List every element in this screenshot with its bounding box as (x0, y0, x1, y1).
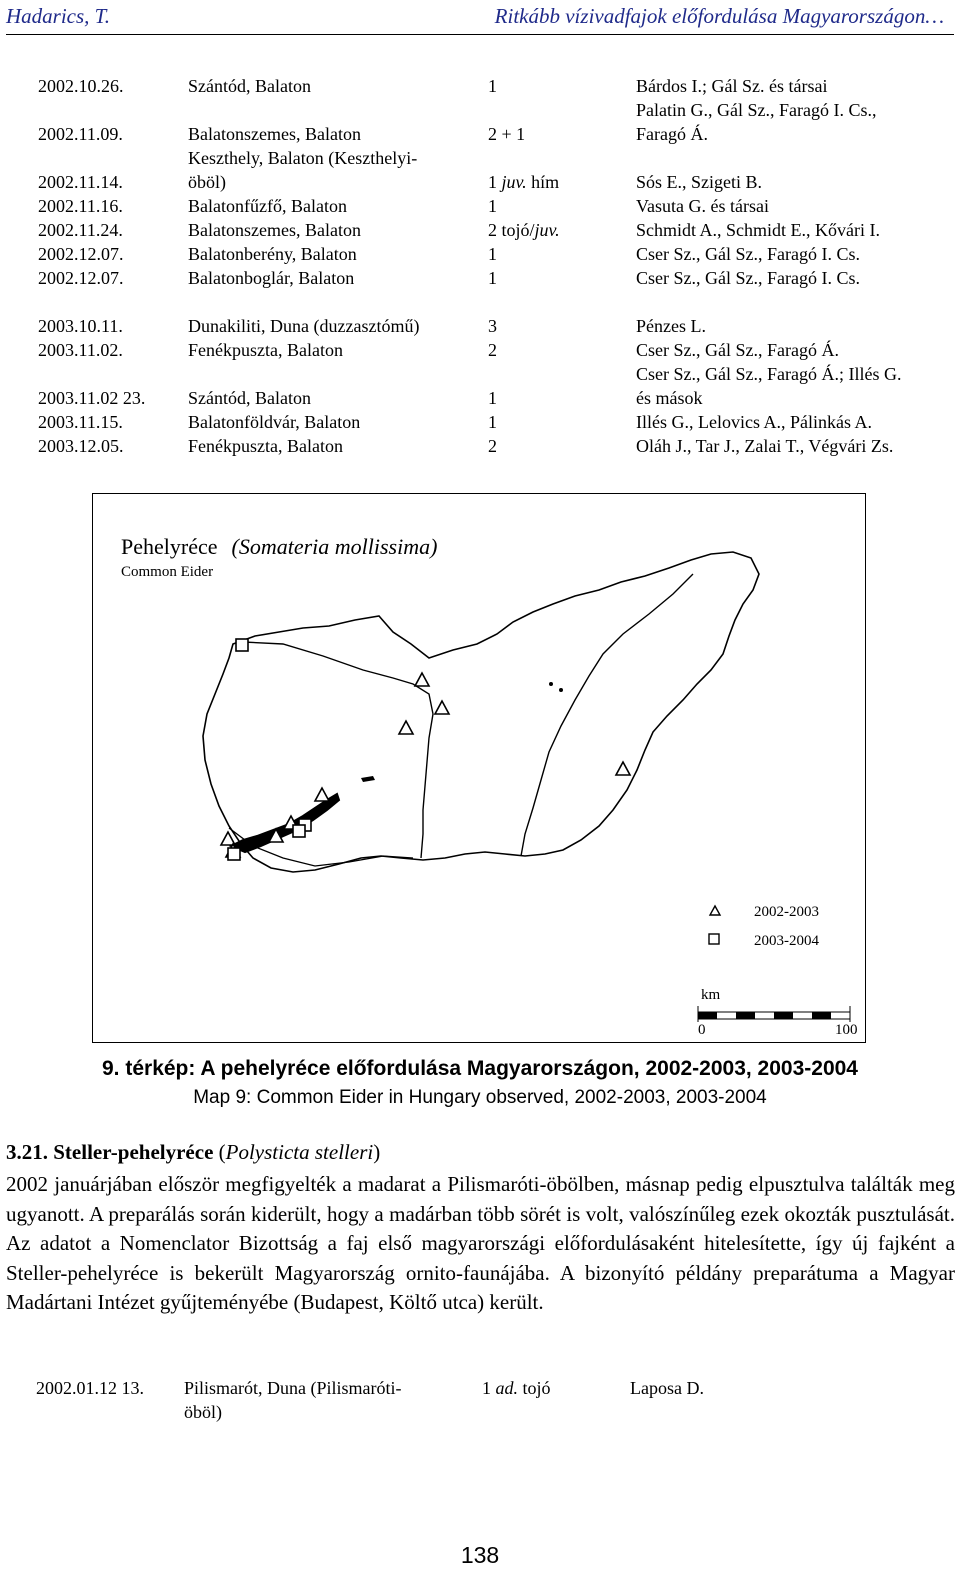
danube-river (243, 642, 433, 858)
record-place: Szántód, Balaton (188, 388, 311, 408)
map-subtitle: Common Eider (121, 564, 214, 580)
observation-square (228, 848, 240, 860)
record-place: Balatonfűzfő, Balaton (188, 196, 347, 216)
record-date: 2002.12.07. (38, 268, 124, 288)
legend-label-2003-2004: 2003-2004 (754, 933, 819, 949)
record-place: Balatonberény, Balaton (188, 244, 357, 264)
record-date: 2003.11.02. (38, 340, 123, 360)
legend-triangle-icon (710, 906, 720, 915)
count-part: 1 (482, 1378, 496, 1398)
record-observers: Schmidt A., Schmidt E., Kővári I. (636, 220, 880, 240)
scale-start: 0 (698, 1022, 706, 1038)
scale-end: 100 (835, 1022, 858, 1038)
map-caption-hu: 9. térkép: A pehelyréce előfordulása Magyarországon, 2002-2003, 2003-2004 (102, 1057, 858, 1080)
record-date: 2003.11.15. (38, 412, 123, 432)
section-species: Steller-pehelyréce (53, 1140, 214, 1164)
record-observers: Cser Sz., Gál Sz., Faragó Á. (636, 340, 839, 360)
record-observers: Sós E., Szigeti B. (636, 172, 763, 192)
record-observers: Cser Sz., Gál Sz., Faragó I. Cs. (636, 244, 860, 264)
scale-unit: km (701, 987, 721, 1003)
record-count (488, 338, 497, 362)
count-text: 1 (488, 412, 497, 432)
record-count (488, 194, 497, 218)
observation-square (236, 639, 248, 651)
count-part: tojó (518, 1378, 551, 1398)
record-place: Keszthely, Balaton (Keszthelyi- (188, 148, 418, 168)
observation-triangle (435, 701, 449, 714)
record-date: 2002.12.07. (38, 244, 124, 264)
record-place: Dunakiliti, Duna (duzzasztómű) (188, 316, 420, 336)
count-text: 2 tojó/ (488, 220, 535, 240)
observation-triangle (415, 673, 429, 686)
observation-square (293, 825, 305, 837)
record-observers: Illés G., Lelovics A., Pálinkás A. (636, 412, 872, 432)
hungary-map-svg (93, 494, 865, 1042)
lake-balaton (231, 794, 339, 852)
record-place: Balatonföldvár, Balaton (188, 412, 361, 432)
count-part: ad. (495, 1378, 518, 1398)
sci-open: ( (218, 1140, 226, 1164)
count-text: 1 (488, 244, 497, 264)
record-observers: és mások (636, 388, 703, 408)
record-date: 2002.11.16. (38, 196, 123, 216)
record-count (488, 170, 559, 194)
section-number: 3.21. (6, 1140, 48, 1164)
record-date: 2002.11.09. (38, 124, 123, 144)
section-paragraph: 2002 januárjában először megfigyelték a madarat a Pilismaróti-öbölben, másnap pedig elpusztulva találták meg ugyanott. A preparálás során kiderült, hogy a madárban több sörét is volt, valószínűleg ezek okozták pusztulását. Az adatot a Nomenclator Bizottság a faj első magyarországi előfordulásaként hitelesítette, így új fajként a Steller-pehelyréce is bekerült Magyarország ornito-faunájába. A bizonyító példány preparátuma a Magyar Madártani Intézet gyűjteményébe (Budapest, Költő utca) került. (6, 1172, 955, 1314)
lake-velence (361, 776, 375, 782)
observation-triangle (315, 788, 329, 801)
record-date: 2003.11.02 23. (38, 388, 146, 408)
record-count (488, 410, 497, 434)
record-place: öböl) (184, 1402, 222, 1422)
running-header (6, 4, 954, 35)
record-observers: Oláh J., Tar J., Zalai T., Végvári Zs. (636, 436, 894, 456)
count-text: 1 (488, 268, 497, 288)
map-caption-en: Map 9: Common Eider in Hungary observed, 2002-2003, 2003-2004 (193, 1087, 767, 1108)
observation-triangle (399, 721, 413, 734)
record-place: Fenékpuszta, Balaton (188, 436, 343, 456)
count-text: 1 (488, 196, 497, 216)
record-observers: Bárdos I.; Gál Sz. és társai (636, 76, 828, 96)
record-count (488, 218, 560, 242)
lake-small (559, 688, 563, 692)
count-text: 1 (488, 76, 497, 96)
record-observers: Laposa D. (630, 1378, 704, 1398)
record-place: öböl) (188, 172, 226, 192)
record-place: Balatonszemes, Balaton (188, 124, 361, 144)
record-place: Balatonszemes, Balaton (188, 220, 361, 240)
header-author: Hadarics, T. (6, 4, 111, 28)
count-text: 3 (488, 316, 497, 336)
section-heading (6, 1140, 380, 1165)
header-title: Ritkább vízivadfajok előfordulása Magyarországon… (494, 4, 944, 28)
map-title-hu: Pehelyréce (121, 534, 218, 559)
lake-small (549, 682, 553, 686)
record-date: 2002.10.26. (38, 76, 124, 96)
record-observers: Cser Sz., Gál Sz., Faragó I. Cs. (636, 268, 860, 288)
scale-bar (698, 1006, 850, 1022)
distribution-map (92, 493, 866, 1043)
legend-label-2002-2003: 2002-2003 (754, 904, 819, 920)
sci-close: ) (373, 1140, 381, 1164)
record-count (488, 122, 525, 146)
observation-triangle (616, 762, 630, 775)
count-after: hím (526, 172, 560, 192)
record-observers: Vasuta G. és társai (636, 196, 769, 216)
record-count (488, 314, 497, 338)
record-count (488, 386, 497, 410)
count-text: 2 (488, 340, 497, 360)
count-text: 2 + 1 (488, 124, 526, 144)
record-observers: Pénzes L. (636, 316, 706, 336)
legend-square-icon (709, 934, 719, 944)
section-sci-name: Polysticta stelleri (225, 1140, 374, 1164)
count-text: 1 (488, 172, 502, 192)
count-italic: juv. (534, 220, 560, 240)
record-place: Balatonboglár, Balaton (188, 268, 355, 288)
record-count (488, 74, 497, 98)
record-observers: Cser Sz., Gál Sz., Faragó Á.; Illés G. (636, 364, 902, 384)
record-date: 2003.10.11. (38, 316, 123, 336)
record-count (488, 242, 497, 266)
record-date: 2002.11.24. (38, 220, 123, 240)
record-count (482, 1376, 551, 1400)
page-number: 138 (460, 1542, 500, 1568)
record-place: Pilismarót, Duna (Pilismaróti- (184, 1378, 402, 1398)
record-count (488, 434, 497, 458)
record-date: 2003.12.05. (38, 436, 124, 456)
record-observers: Palatin G., Gál Sz., Faragó I. Cs., (636, 100, 877, 120)
record-place: Fenékpuszta, Balaton (188, 340, 343, 360)
count-text: 2 (488, 436, 497, 456)
record-date: 2002.01.12 13. (36, 1378, 144, 1398)
record-observers: Faragó Á. (636, 124, 708, 144)
record-place: Szántód, Balaton (188, 76, 311, 96)
map-title-sci: (Somateria mollissima) (231, 534, 438, 559)
record-count (488, 266, 497, 290)
count-text: 1 (488, 388, 497, 408)
count-italic: juv. (501, 172, 527, 192)
record-date: 2002.11.14. (38, 172, 123, 192)
